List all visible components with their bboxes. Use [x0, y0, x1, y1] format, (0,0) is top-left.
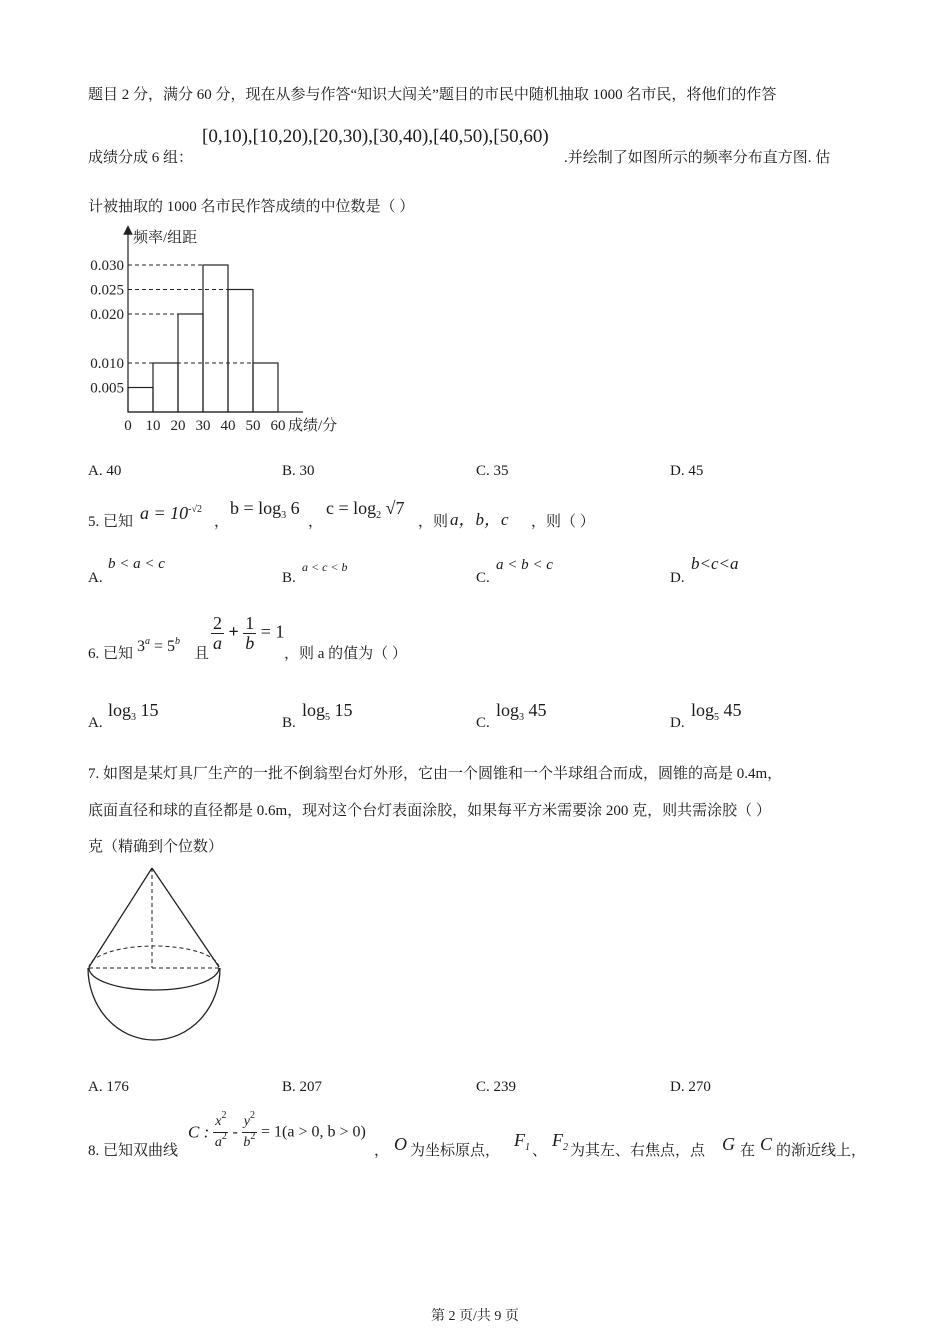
q5-c-expr: $c = \log_2 √7$	[326, 498, 405, 521]
y-tick-label: 0.025	[90, 282, 124, 299]
page-footer: 第 2 页/共 9 页	[431, 1309, 519, 1324]
q5-option-a-expr: b < a < c	[108, 556, 165, 572]
q6-option-b-expr: $\log_5 15$	[302, 700, 353, 723]
q6-option-c-expr: $\log_3 45$	[496, 700, 547, 723]
q6-and: 且	[194, 646, 210, 662]
q8-f1: $F_1$	[514, 1130, 530, 1153]
q8-origin-o: O	[394, 1134, 407, 1154]
q5-option-d-expr: b<c<a	[691, 554, 739, 573]
q5-vars: a，b，c	[450, 510, 509, 529]
y-tick-label: 0.005	[90, 380, 124, 397]
q5-option-a-letter[interactable]: A.	[88, 570, 103, 586]
x-tick-label: 40	[220, 418, 236, 434]
q5-option-c-expr: a < b < c	[496, 557, 553, 573]
y-axis-label: 频率/组距	[133, 230, 198, 246]
q6-option-d-letter[interactable]: D.	[670, 715, 685, 731]
q7-option-a[interactable]: A. 176	[88, 1079, 129, 1095]
x-tick-label: 30	[195, 418, 211, 434]
q8-hyperbola-equation: C : $\frac{x^2}{a^2}$ - $\frac{y^2}{b^2}$ = 1(a > 0, b > 0)	[188, 1110, 366, 1150]
q5-prefix: 5. 已知	[88, 514, 134, 530]
q8-f2: $F_2$	[552, 1130, 568, 1153]
q6-option-a-expr: $\log_3 15$	[108, 700, 159, 723]
histogram-bar	[228, 290, 253, 413]
q6-option-a-letter[interactable]: A.	[88, 715, 103, 731]
q5-b-expr: $b = \log_3 6$	[230, 498, 300, 521]
q5-option-c-letter[interactable]: C.	[476, 570, 490, 586]
q6-prefix: 6. 已知	[88, 646, 134, 662]
lamp-cone-hemisphere-figure	[84, 864, 228, 1046]
q4-line-2-prefix: 成绩分成 6 组：	[88, 150, 194, 166]
q4-option-c[interactable]: C. 35	[476, 463, 509, 479]
histogram-bar	[203, 265, 228, 412]
frequency-histogram	[80, 222, 380, 437]
q7-line-2: 底面直径和球的直径都是 0.6m，现对这个台灯表面涂胶，如果每平方米需要涂 200 克，则共需涂胶（ ）	[88, 803, 771, 819]
x-axis-label: 成绩/分	[288, 418, 338, 434]
q4-line-3: 计被抽取的 1000 名市民作答成绩的中位数是（ ）	[88, 199, 415, 215]
q8-point-g: G	[722, 1134, 735, 1154]
q4-intervals: [0,10),[10,20),[20,30),[30,40),[40,50),[50,60)	[202, 126, 549, 147]
q6-equation-1: $3^a = 5^b$	[137, 636, 181, 655]
q4-line-1: 题目 2 分，满分 60 分，现在从参与作答“知识大闯关”题目的市民中随机抽取 1000 名市民，将他们的作答	[88, 87, 777, 103]
q7-line-3: 克（精确到个位数）	[88, 839, 224, 855]
q8-prefix: 8. 已知双曲线	[88, 1143, 179, 1159]
q6-tail: ，则 a 的值为（ ）	[284, 646, 407, 662]
x-tick-label: 10	[145, 418, 161, 434]
q5-option-d-letter[interactable]: D.	[670, 570, 685, 586]
q5-tail-1: ，则	[418, 514, 449, 530]
q5-option-b-expr: a < c < b	[302, 560, 348, 574]
q7-option-d[interactable]: D. 270	[670, 1079, 711, 1095]
q7-option-c[interactable]: C. 239	[476, 1079, 517, 1095]
x-tick-label: 20	[170, 418, 186, 434]
q8-text-foci: 为其左、右焦点，点	[570, 1143, 706, 1159]
q7-option-b[interactable]: B. 207	[282, 1079, 323, 1095]
q4-option-a[interactable]: A. 40	[88, 463, 122, 479]
x-tick-label: 60	[270, 418, 286, 434]
y-tick-label: 0.020	[90, 307, 124, 323]
y-tick-label: 0.010	[90, 356, 124, 372]
q5-a-expr	[140, 503, 202, 524]
q8-curve-c: C	[760, 1134, 773, 1154]
histogram-bar	[253, 363, 278, 412]
y-tick-label: 0.030	[90, 258, 124, 274]
q5-a-exponent: -√2	[188, 504, 202, 515]
q6-option-d-expr: $\log_5 45$	[691, 700, 742, 723]
x-tick-label: 0	[124, 418, 132, 434]
q5-option-b-letter[interactable]: B.	[282, 570, 296, 586]
q4-option-b[interactable]: B. 30	[282, 463, 315, 479]
q7-line-1: 7. 如图是某灯具厂生产的一批不倒翁型台灯外形，它由一个圆锥和一个半球组合而成，圆锥的高是 0.4m，	[88, 766, 783, 782]
q8-text-asymptote: 的渐近线上，	[776, 1143, 867, 1159]
x-tick-label: 50	[245, 418, 261, 434]
q4-line-2-suffix: .并绘制了如图所示的频率分布直方图. 估	[564, 150, 831, 166]
histogram-bar	[128, 388, 153, 413]
q4-option-d[interactable]: D. 45	[670, 463, 704, 479]
q5-a-base: a = 10	[140, 503, 189, 523]
q6-fractions: $\frac{2}{a}$ + $\frac{1}{b}$ = 1	[213, 613, 285, 653]
q6-option-b-letter[interactable]: B.	[282, 715, 296, 731]
q8-text-origin: 为坐标原点，	[410, 1143, 501, 1159]
q5-tail-2: ，则（ ）	[531, 514, 595, 530]
histogram-bar	[153, 363, 178, 412]
q6-option-c-letter[interactable]: C.	[476, 715, 490, 731]
